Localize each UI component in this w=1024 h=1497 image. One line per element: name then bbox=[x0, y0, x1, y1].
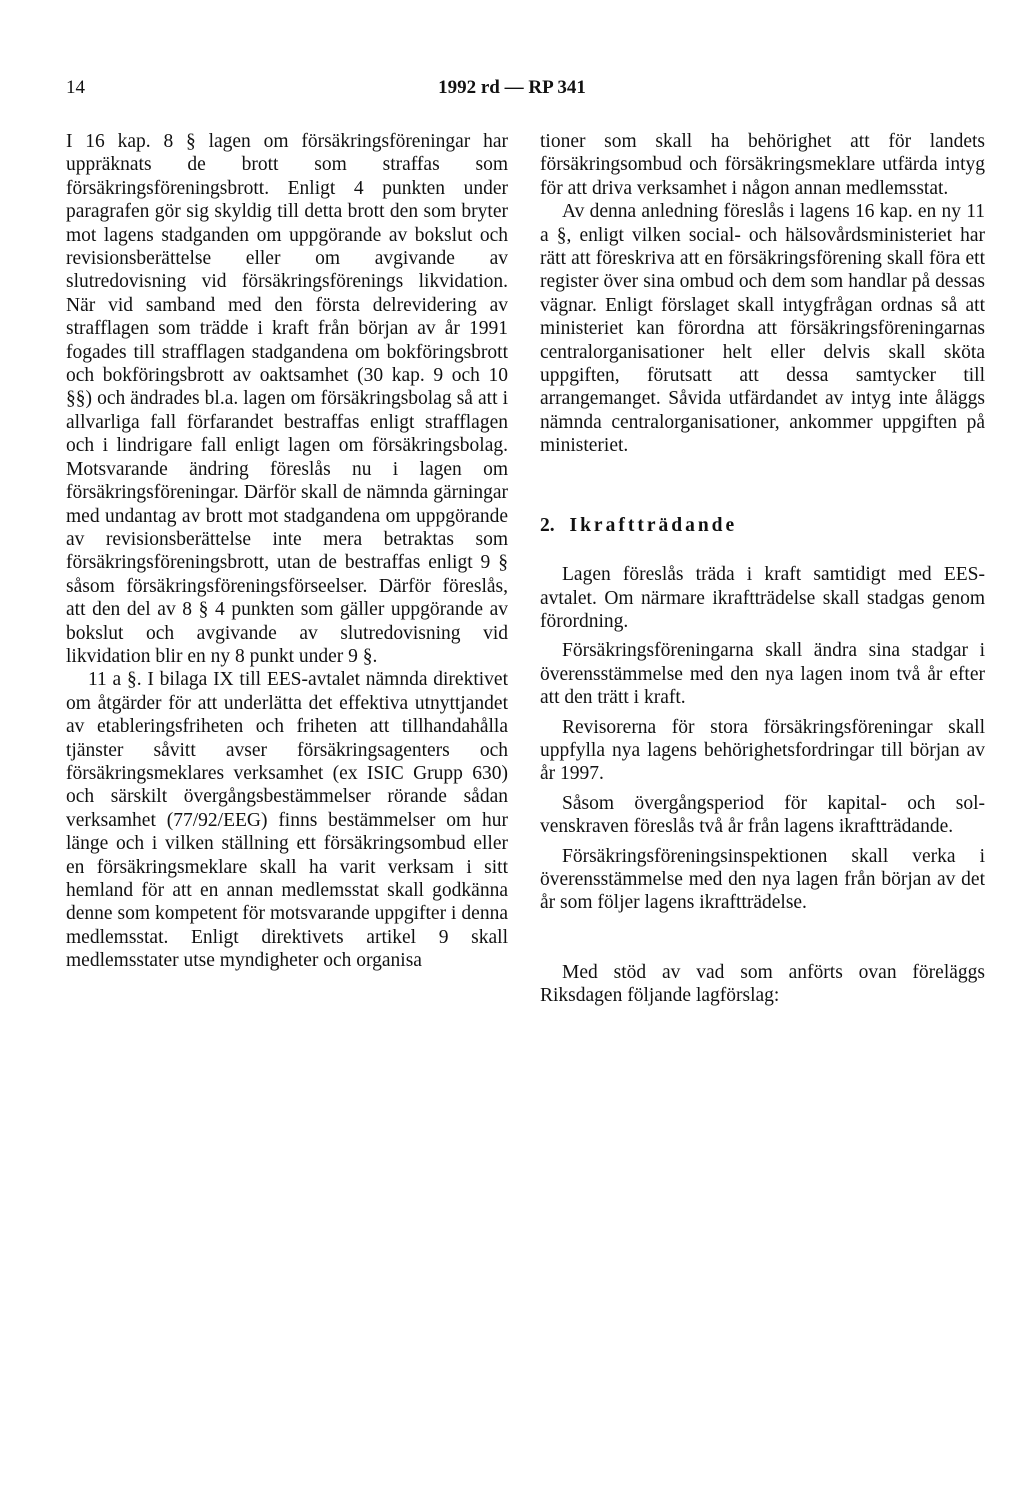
body-paragraph: tioner som skall ha behörighet att för landets försäkringsombud och försäkringsmeklare utfärda intyg för att driva verksamhet i någon annan medlemsstat. bbox=[540, 131, 985, 199]
body-paragraph: Lagen föreslås träda i kraft samtidigt med EES-avtalet. Om närmare ikraftträdelse skall stadgas genom förordning. bbox=[540, 564, 985, 632]
section-number: 2. bbox=[540, 514, 555, 536]
body-paragraph: Såsom övergångsperiod för kapital- och solvenskraven föreslås två år från lagens ikraftträdande. bbox=[540, 792, 985, 838]
body-paragraph: Försäkringsföreningarna skall ändra sina stadgar i överensstämmelse med den nya lagen inom två år efter att den trätt i kraft. bbox=[540, 640, 985, 709]
body-paragraph: Av denna anledning föreslås i lagens 16 kap. en ny 11 a §, enligt vilken social- och hälsovårdsministeriet har rätt att föreskriva att en försäkringsförening skall föra ett register över sina ombud och dem som handlar på dessas vägnar. Enligt förslaget skall intygfrågan ordnas så att ministeriet kan förordna att försäkringsföreningarnas centralorganisationer helt eller delvis skall sköta uppgiften, förutsatt att dessa samtycker till arrangemanget. Såvida utfärdandet av intyg inte åläggs nämnda centralorganisationer, ankommer uppgiften på ministeriet. bbox=[540, 201, 985, 457]
page-number: 14 bbox=[66, 77, 85, 98]
section-title: Ikraftträdande bbox=[569, 514, 738, 536]
body-paragraph: Revisorerna för stora försäkringsföreningar skall uppfylla nya lagens behörighetsfordringar till början av år 1997. bbox=[540, 716, 985, 785]
body-paragraph: I 16 kap. 8 § lagen om försäkringsföreningar har uppräknats de brott som straffas som försäkringsföreningsbrott. Enligt 4 punkten under paragrafen gör sig skyldig till detta brott den som bryter mot lagens stadganden om uppgörande av bokslut och revisionsberättelse eller om avgivande av slutredovisning vid försäkringsförenings likvidation. När vid samband med den första delrevidering av strafflagen som trädde i kraft från början av år 1991 fogades till strafflagen stadgandena om bokföringsbrott och bokföringsbrott av oaktsamhet (30 kap. 9 och 10 §§) och ändrades bl.a. lagen om försäkringsbolag så att i allvarliga fall förfarandet bestraffas enligt strafflagen och i lindrigare fall enligt lagen om försäkringsbolag. Motsvarande ändring föreslås nu i lagen om försäkringsföreningar. Därför skall de nämnda gärningar med undantag av brott mot stadgandena om uppgörande av revisionsberättelse inte mera betraktas som försäkringsföreningsbrott, utan de bestraffas enligt 9 § såsom försäkringsföreningsförseelser. Därför föreslås, att den del av 8 § 4 punkten som gäller uppgörande av bokslut och avgivande av slutredovisning vid likvidation blir en ny 8 punkt under 9 §. bbox=[66, 131, 508, 667]
left-column bbox=[66, 130, 508, 973]
running-head: 1992 rd — RP 341 bbox=[438, 77, 586, 98]
body-paragraph: Försäkringsföreningsinspektionen skall verka i överensstämmelse med den nya lagen från början av det år som följer lagens ikraftträdelse. bbox=[540, 845, 985, 914]
section-heading bbox=[540, 514, 985, 537]
body-paragraph: 11 a §. I bilaga IX till EES-avtalet nämnda direktivet om åtgärder för att underlätta det effektiva utnyttjandet av etableringsfriheten och friheten att tillhandahålla tjänster såvitt avser försäkringsagenters och försäkringsmeklares verksamhet (ex ISIC Grupp 630) och särskilt övergångsbestämmelser rörande sådan verksamhet (77/92/EEG) finns bestämmelser om hur länge och i vilken ställning ett försäkringsombud eller en försäkringsmeklare skall ha varit verksam i sitt hemland för att en annan medlemsstat skall godkänna denne som kompetent för motsvarande uppgifter i denna medlemsstat. Enligt direktivets artikel 9 skall medlemsstater utse myndigheter och organisa bbox=[66, 669, 508, 972]
closing-paragraph: Med stöd av vad som anförts ovan föreläggs Riksdagen följande lagförslag: bbox=[540, 961, 985, 1007]
right-column bbox=[540, 130, 985, 1008]
